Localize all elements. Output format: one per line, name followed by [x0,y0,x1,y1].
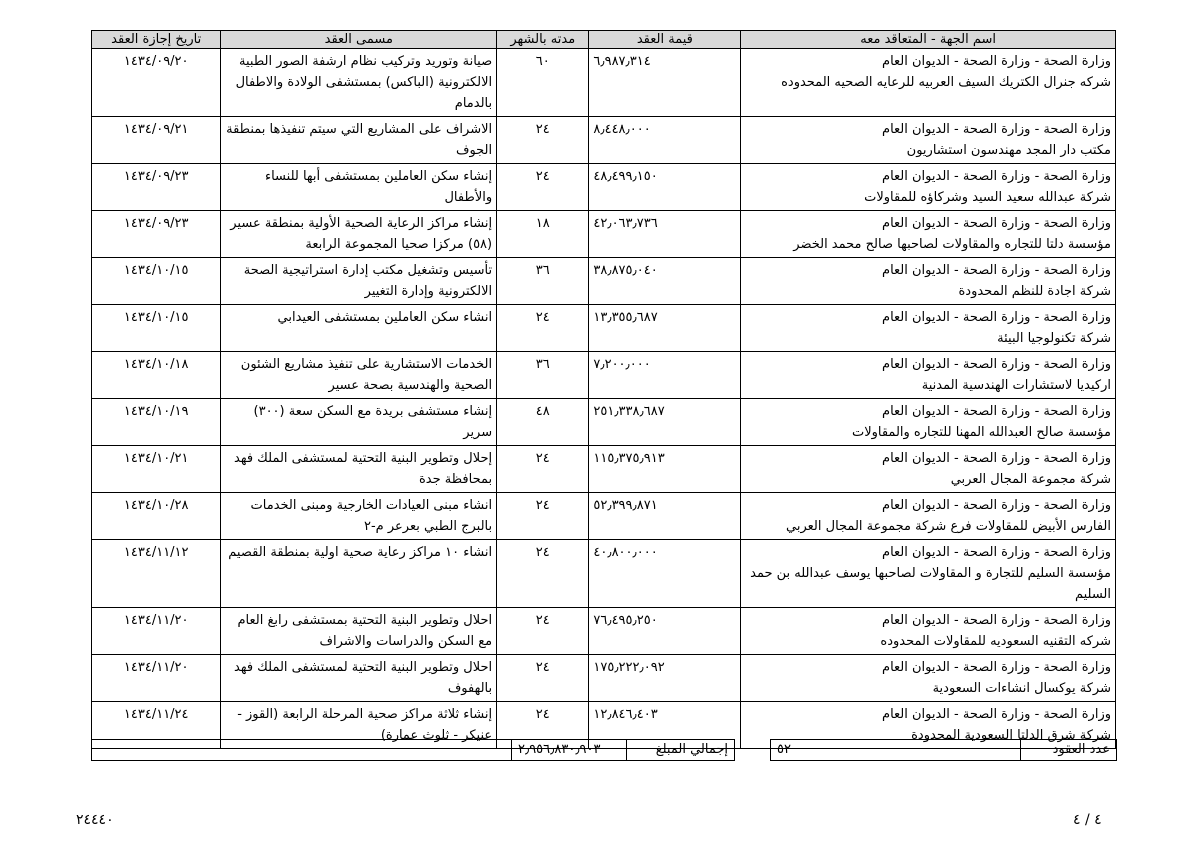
date-cell: ١٤٣٤/٠٩/٢٣ [92,211,221,258]
value-cell: ٢٥١٫٣٣٨٫٦٨٧ [589,399,741,446]
date-cell: ١٤٣٤/١١/٢٠ [92,655,221,702]
contract-name-cell: احلال وتطوير البنية التحتية بمستشفى رابغ العام مع السكن والدراسات والاشراف [221,608,497,655]
date-cell: ١٤٣٤/٠٩/٢٠ [92,49,221,117]
party-cell [741,540,1116,608]
party-cell [741,164,1116,211]
date-cell: ١٤٣٤/١٠/١٩ [92,399,221,446]
contract-name-cell: الخدمات الاستشارية على تنفيذ مشاريع الشئون الصحية والهندسية بصحة عسير [221,352,497,399]
party-cell [741,49,1116,117]
table-row [92,655,1116,702]
header-name: مسمى العقد [221,31,497,49]
value-cell: ٥٢٫٣٩٩٫٨٧١ [589,493,741,540]
party-line: وزارة الصحة - وزارة الصحة - الديوان العام [882,310,1111,325]
date-cell: ١٤٣٤/٠٩/٢٣ [92,164,221,211]
party-line: وزارة الصحة - وزارة الصحة - الديوان العام [882,545,1111,560]
party-cell [741,655,1116,702]
party-cell [741,352,1116,399]
table-row [92,446,1116,493]
summary-blank-cell [92,740,512,761]
party-line: وزارة الصحة - وزارة الصحة - الديوان العام [882,404,1111,419]
party-line: شركة يوكسال انشاءات السعودية [932,681,1111,696]
party-line: مؤسسة السليم للتجارة و المقاولات لصاحبها يوسف عبدالله بن حمد السليم [750,566,1111,602]
header-date: تاريخ إجازة العقد [92,31,221,49]
value-cell: ١٣٫٣٥٥٫٦٨٧ [589,305,741,352]
table-row [92,164,1116,211]
duration-cell: ٢٤ [497,446,589,493]
table-header [92,31,1116,49]
table-row [92,608,1116,655]
party-cell [741,211,1116,258]
duration-cell: ٢٤ [497,540,589,608]
duration-cell: ٦٠ [497,49,589,117]
contract-name-cell: إنشاء مراكز الرعاية الصحية الأولية بمنطقة عسير (٥٨) مركزا صحيا المجموعة الرابعة [221,211,497,258]
party-line: وزارة الصحة - وزارة الصحة - الديوان العام [882,216,1111,231]
date-cell: ١٤٣٤/١١/٢٠ [92,608,221,655]
contract-name-cell: إحلال وتطوير البنية التحتية لمستشفى الملك فهد بمحافظة جدة [221,446,497,493]
contract-name-cell: إنشاء مستشفى بريدة مع السكن سعة (٣٠٠) سرير [221,399,497,446]
duration-cell: ٢٤ [497,164,589,211]
date-cell: ١٤٣٤/١٠/٢١ [92,446,221,493]
party-line: اركيديا لاستشارات الهندسية المدنية [921,378,1111,393]
duration-cell: ٤٨ [497,399,589,446]
party-line: وزارة الصحة - وزارة الصحة - الديوان العام [882,707,1111,722]
party-line: وزارة الصحة - وزارة الصحة - الديوان العام [882,357,1111,372]
value-cell: ٤٠٫٨٠٠٫٠٠٠ [589,540,741,608]
duration-cell: ٣٦ [497,258,589,305]
date-cell: ١٤٣٤/١١/٢٤ [92,702,221,749]
value-cell: ١٧٥٫٢٢٢٫٠٩٢ [589,655,741,702]
value-cell: ٨٫٤٤٨٫٠٠٠ [589,117,741,164]
table-row [92,211,1116,258]
value-cell: ٧٦٫٤٩٥٫٢٥٠ [589,608,741,655]
total-amount-value: ٢٫٩٥٦٫٨٣٠٫٩٠٣ [512,740,627,761]
contract-name-cell: إنشاء سكن العاملين بمستشفى أبها للنساء والأطفال [221,164,497,211]
party-line: شركه جنرال الكتريك السيف العربيه للرعايه الصحيه المحدوده [781,75,1111,90]
value-cell: ٣٨٫٨٧٥٫٠٤٠ [589,258,741,305]
value-cell: ٤٢٫٠٦٣٫٧٣٦ [589,211,741,258]
party-cell [741,446,1116,493]
party-line: الفارس الأبيض للمقاولات فرع شركة مجموعة المجال العربي [786,519,1111,534]
contract-name-cell: انشاء سكن العاملين بمستشفى العيدابي [221,305,497,352]
summary-table [91,739,1117,761]
contract-count-label: عدد العقود [1021,740,1117,761]
party-line: شركة شرق الدلتا السعودية المحدودة [911,728,1111,743]
summary-row [92,740,1117,761]
party-line: شركة مجموعة المجال العربي [950,472,1111,487]
table-row [92,305,1116,352]
party-line: شركة عبدالله سعيد السيد وشركاؤه للمقاولات [864,190,1111,205]
duration-cell: ٢٤ [497,702,589,749]
duration-cell: ٢٤ [497,493,589,540]
contract-name-cell: إنشاء ثلاثة مراكز صحية المرحلة الرابعة (القوز - عنيكر - ثلوث عمارة) [221,702,497,749]
date-cell: ١٤٣٤/١١/١٢ [92,540,221,608]
date-cell: ١٤٣٤/١٠/٢٨ [92,493,221,540]
value-cell: ٤٨٫٤٩٩٫١٥٠ [589,164,741,211]
party-line: وزارة الصحة - وزارة الصحة - الديوان العام [882,613,1111,628]
total-amount-label: إجمالي المبلغ [627,740,735,761]
party-line: مؤسسة صالح العبدالله المهنا للتجاره والمقاولات [851,425,1111,440]
duration-cell: ١٨ [497,211,589,258]
page-number: ٤ / ٤ [1073,812,1102,828]
header-value: قيمة العقد [589,31,741,49]
contract-name-cell: تأسيس وتشغيل مكتب إدارة استراتيجية الصحة الالكترونية وإدارة التغيير [221,258,497,305]
value-cell: ١١٥٫٣٧٥٫٩١٣ [589,446,741,493]
table-row [92,352,1116,399]
table-row [92,117,1116,164]
value-cell: ١٢٫٨٤٦٫٤٠٣ [589,702,741,749]
contract-name-cell: انشاء ١٠ مراكز رعاية صحية اولية بمنطقة القصيم [221,540,497,608]
party-line: وزارة الصحة - وزارة الصحة - الديوان العام [882,122,1111,137]
party-line: شركة تكنولوجيا البيئة [997,331,1111,346]
duration-cell: ٢٤ [497,608,589,655]
contract-name-cell: انشاء مبنى العيادات الخارجية ومبنى الخدمات بالبرج الطبي بعرعر م-٢ [221,493,497,540]
party-cell [741,608,1116,655]
party-line: شركة اجادة للنظم المحدودة [958,284,1111,299]
contract-count-value: ٥٢ [771,740,1021,761]
table-row [92,399,1116,446]
contract-name-cell: الاشراف على المشاريع التي سيتم تنفيذها بمنطقة الجوف [221,117,497,164]
duration-cell: ٢٤ [497,305,589,352]
contract-name-cell: صيانة وتوريد وتركيب نظام ارشفة الصور الطبية الالكترونية (الباكس) بمستشفى الولادة والاطفال بالدمام [221,49,497,117]
party-line: وزارة الصحة - وزارة الصحة - الديوان العام [882,169,1111,184]
party-line: مؤسسة دلتا للتجاره والمقاولات لصاحبها صالح محمد الخضر [793,237,1111,252]
summary-gap [735,740,771,761]
header-duration: مدته بالشهر [497,31,589,49]
party-line: وزارة الصحة - وزارة الصحة - الديوان العام [882,451,1111,466]
party-cell [741,399,1116,446]
date-cell: ١٤٣٤/٠٩/٢١ [92,117,221,164]
party-line: وزارة الصحة - وزارة الصحة - الديوان العام [882,263,1111,278]
party-line: مكتب دار المجد مهندسون استشاريون [906,143,1111,158]
table-body [92,49,1116,749]
table-row [92,49,1116,117]
party-cell [741,258,1116,305]
contract-name-cell: احلال وتطوير البنية التحتية لمستشفى الملك فهد بالهفوف [221,655,497,702]
date-cell: ١٤٣٤/١٠/١٥ [92,258,221,305]
party-cell [741,117,1116,164]
date-cell: ١٤٣٤/١٠/١٨ [92,352,221,399]
party-line: وزارة الصحة - وزارة الصحة - الديوان العام [882,498,1111,513]
party-cell [741,493,1116,540]
duration-cell: ٢٤ [497,117,589,164]
party-line: شركه التقنيه السعوديه للمقاولات المحدوده [880,634,1111,649]
party-line: وزارة الصحة - وزارة الصحة - الديوان العام [882,54,1111,69]
value-cell: ٦٫٩٨٧٫٣١٤ [589,49,741,117]
value-cell: ٧٫٢٠٠٫٠٠٠ [589,352,741,399]
date-cell: ١٤٣٤/١٠/١٥ [92,305,221,352]
document-code: ٢٤٤٤٠ [76,812,114,828]
header-party: اسم الجهة - المتعاقد معه [741,31,1116,49]
duration-cell: ٣٦ [497,352,589,399]
party-cell [741,305,1116,352]
table-row [92,540,1116,608]
party-line: وزارة الصحة - وزارة الصحة - الديوان العام [882,660,1111,675]
contracts-table [91,30,1116,749]
duration-cell: ٢٤ [497,655,589,702]
table-row [92,493,1116,540]
table-row [92,258,1116,305]
